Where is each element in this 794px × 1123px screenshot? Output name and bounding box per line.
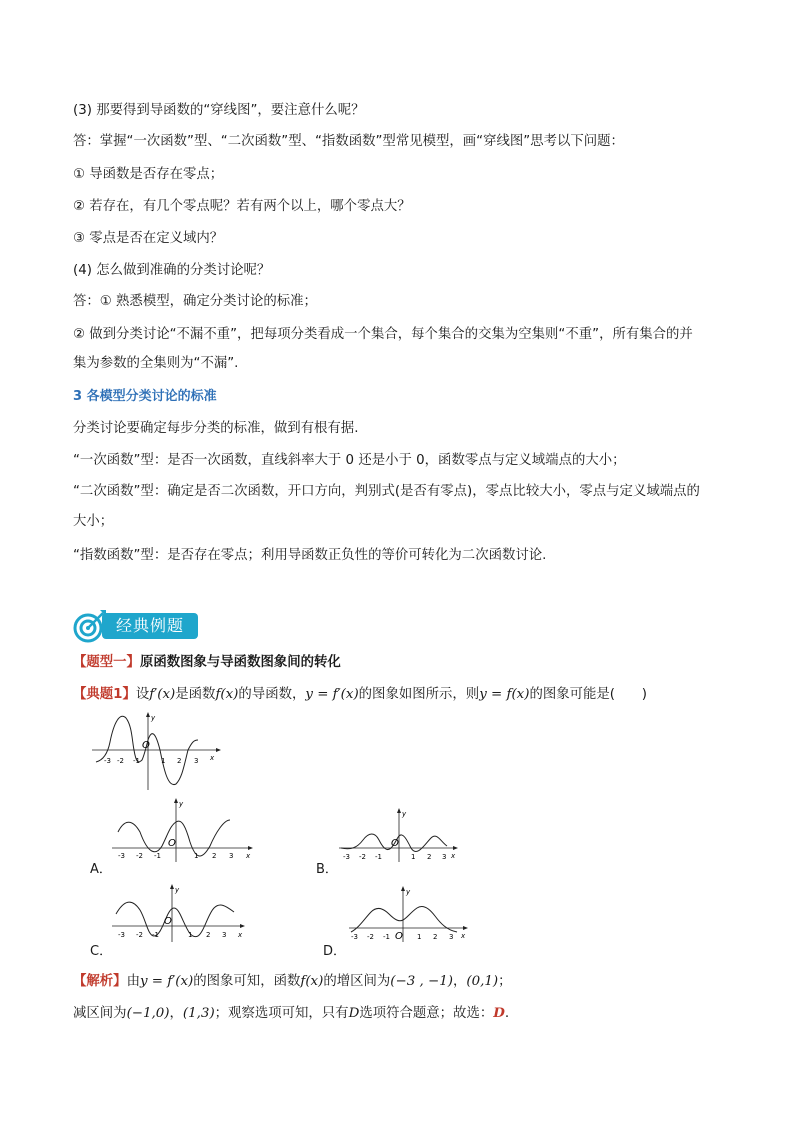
svg-text:y: y [402, 810, 407, 818]
svg-text:-1: -1 [152, 931, 159, 939]
svg-text:x: x [246, 852, 251, 860]
svg-text:-3: -3 [343, 853, 350, 861]
svg-text:-3: -3 [118, 852, 125, 860]
svg-text:-1: -1 [383, 933, 390, 941]
svg-text:x: x [451, 852, 456, 860]
point-3: ③ 零点是否在定义域内？ [73, 231, 224, 246]
question-3: (3) 那要得到导函数的“穿线图”，要注意什么呢？ [73, 103, 365, 118]
svg-text:-3: -3 [118, 931, 125, 939]
solution-line-1: 【解析】由y = f′(x)的图象可知，函数f(x)的增区间为(−3 , −1)，(0,1)； [73, 974, 512, 989]
svg-text:3: 3 [449, 933, 454, 941]
svg-text:1: 1 [194, 852, 199, 860]
svg-text:2: 2 [212, 852, 217, 860]
question-type-title: 原函数图象与导函数图象间的转化 [139, 655, 341, 670]
tick-label: 3 [194, 757, 199, 765]
section-3-title: 3 各模型分类讨论的标准 [73, 389, 217, 404]
svg-text:-2: -2 [136, 852, 143, 860]
svg-text:-2: -2 [367, 933, 374, 941]
classic-examples-badge [72, 608, 200, 644]
svg-text:O: O [391, 838, 399, 849]
svg-text:3: 3 [229, 852, 234, 860]
y-axis-label: y [151, 714, 156, 722]
origin-label: O [142, 740, 150, 751]
derivative-graph [90, 712, 222, 792]
svg-text:y: y [406, 888, 411, 896]
question-type-heading [73, 653, 723, 673]
svg-text:y: y [179, 800, 184, 808]
option-d-graph [347, 886, 471, 944]
svg-text:x: x [238, 931, 243, 939]
option-c-graph [110, 884, 248, 944]
section-3-line: 大小； [73, 514, 114, 529]
example-question: 【典题1】设f′(x)是函数f(x)的导函数，y = f′(x)的图象如图所示，则y = f(x)的图象可能是( ) [73, 687, 648, 702]
badge-label: 经典例题 [102, 613, 198, 639]
solution-tag: 【解析】 [73, 974, 127, 989]
answer-4-point-2: ② 做到分类讨论“不漏不重”，把每项分类看成一个集合，每个集合的交集为空集则“不重”，所有集合的并 [73, 327, 693, 342]
svg-text:-2: -2 [359, 853, 366, 861]
point-2: ② 若存在，有几个零点呢？若有两个以上，哪个零点大？ [73, 199, 411, 214]
section-3-line: “指数函数”型：是否存在零点；利用导函数正负性的等价可转化为二次函数讨论. [73, 548, 547, 563]
tick-label: -1 [133, 757, 140, 765]
svg-text:1: 1 [417, 933, 422, 941]
svg-text:y: y [175, 886, 180, 894]
answer-3: 答：掌握“一次函数”型、“二次函数”型、“指数函数”型常见模型，画“穿线图”思考以下问题： [73, 134, 624, 149]
point-1: ① 导函数是否存在零点； [73, 167, 224, 182]
section-3-line: “二次函数”型：确定是否二次函数，开口方向，判别式(是否有零点)，零点比较大小，零点与定义域端点的 [73, 484, 700, 499]
option-a-label: A． [90, 862, 112, 877]
svg-text:-2: -2 [136, 931, 143, 939]
question-4: (4) 怎么做到准确的分类讨论呢？ [73, 263, 271, 278]
svg-text:x: x [461, 932, 466, 940]
svg-text:2: 2 [206, 931, 211, 939]
solution-line-2: 减区间为(−1,0)，(1,3)；观察选项可知，只有D选项符合题意；故选：D. [73, 1005, 510, 1021]
answer-letter: D [493, 1005, 505, 1021]
svg-text:2: 2 [427, 853, 432, 861]
svg-text:O: O [168, 838, 176, 849]
example-tag: 【典题1】 [73, 687, 136, 702]
svg-text:2: 2 [433, 933, 438, 941]
answer-4: 答：① 熟悉模型，确定分类讨论的标准； [73, 294, 317, 309]
section-3-line: 分类讨论要确定每步分类的标准，做到有根有据. [73, 421, 359, 436]
svg-text:3: 3 [442, 853, 447, 861]
svg-text:3: 3 [222, 931, 227, 939]
option-d-label: D． [323, 944, 347, 959]
svg-text:-3: -3 [351, 933, 358, 941]
section-3-line: “一次函数”型：是否一次函数，直线斜率大于 0 还是小于 0，函数零点与定义域端点的大小； [73, 453, 626, 468]
tick-label: -2 [117, 757, 124, 765]
x-axis-label: x [210, 754, 215, 762]
svg-text:O: O [164, 916, 172, 927]
tick-label: 2 [177, 757, 182, 765]
question-type-label: 【题型一】 [73, 655, 140, 670]
svg-text:-1: -1 [154, 852, 161, 860]
option-a-graph [110, 798, 256, 864]
option-c-label: C． [90, 944, 113, 959]
option-b-label: B． [316, 862, 338, 877]
tick-label: 1 [161, 757, 166, 765]
svg-text:-1: -1 [375, 853, 382, 861]
svg-text:1: 1 [188, 931, 193, 939]
answer-4-point-2-cont: 集为参数的全集则为“不漏”. [73, 356, 239, 371]
svg-text:O: O [395, 931, 403, 942]
svg-text:1: 1 [411, 853, 416, 861]
tick-label: -3 [104, 757, 111, 765]
option-b-graph [337, 808, 461, 864]
